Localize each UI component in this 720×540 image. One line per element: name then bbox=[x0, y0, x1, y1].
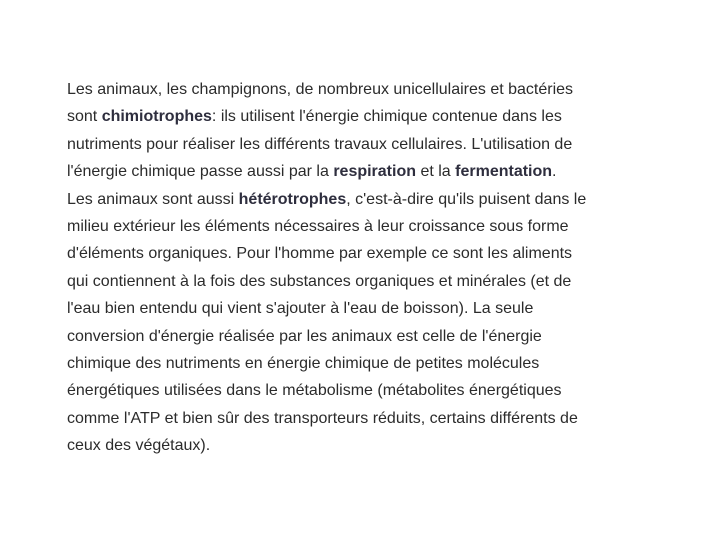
text-line bbox=[67, 158, 667, 185]
text-run: ceux des végétaux). bbox=[67, 437, 211, 455]
text-run: chimique des nutriments en énergie chimique de petites molécules bbox=[67, 355, 540, 373]
text-line bbox=[67, 103, 667, 130]
text-run: Les animaux sont aussi bbox=[67, 190, 239, 208]
text-run: sont bbox=[67, 108, 102, 126]
term-respiration: respiration bbox=[333, 163, 416, 181]
text-line bbox=[67, 432, 667, 459]
term-chimiotrophes: chimiotrophes bbox=[101, 108, 212, 126]
text-line bbox=[67, 240, 667, 267]
text-run: conversion d'énergie réalisée par les animaux est celle de l'énergie bbox=[67, 327, 542, 345]
text-line bbox=[67, 76, 667, 103]
text-run: , c'est-à-dire qu'ils puisent dans le bbox=[346, 190, 587, 208]
text-line bbox=[67, 323, 667, 350]
text-run: énergétiques utilisées dans le métabolisme (métabolites énergétiques bbox=[67, 382, 562, 400]
text-run: nutriments pour réaliser les différents travaux cellulaires. L'utilisation de bbox=[67, 135, 573, 153]
text-line bbox=[67, 186, 667, 213]
text-run: milieu extérieur les éléments nécessaires à leur croissance sous forme bbox=[67, 218, 569, 236]
term-heterotrophes: hétérotrophes bbox=[238, 190, 347, 208]
text-line bbox=[67, 405, 667, 432]
text-line bbox=[67, 213, 667, 240]
text-run: l'énergie chimique passe aussi par la bbox=[67, 163, 334, 181]
text-line bbox=[67, 377, 667, 404]
text-line bbox=[67, 268, 667, 295]
text-run: et la bbox=[416, 163, 456, 181]
term-fermentation: fermentation bbox=[455, 163, 553, 181]
text-run: l'eau bien entendu qui vient s'ajouter à l'eau de boisson). La seule bbox=[67, 300, 534, 318]
text-line bbox=[67, 295, 667, 322]
text-run: d'éléments organiques. Pour l'homme par exemple ce sont les aliments bbox=[67, 245, 573, 263]
text-run: : ils utilisent l'énergie chimique contenue dans les bbox=[211, 108, 562, 126]
text-run: . bbox=[552, 163, 557, 181]
text-line bbox=[67, 131, 667, 158]
text-run: qui contiennent à la fois des substances organiques et minérales (et de bbox=[67, 272, 572, 290]
text-run: comme l'ATP et bien sûr des transporteurs réduits, certains différents de bbox=[67, 409, 578, 427]
slide-text-block bbox=[67, 76, 667, 460]
text-run: Les animaux, les champignons, de nombreux unicellulaires et bactéries bbox=[67, 81, 574, 98]
text-line bbox=[67, 350, 667, 377]
